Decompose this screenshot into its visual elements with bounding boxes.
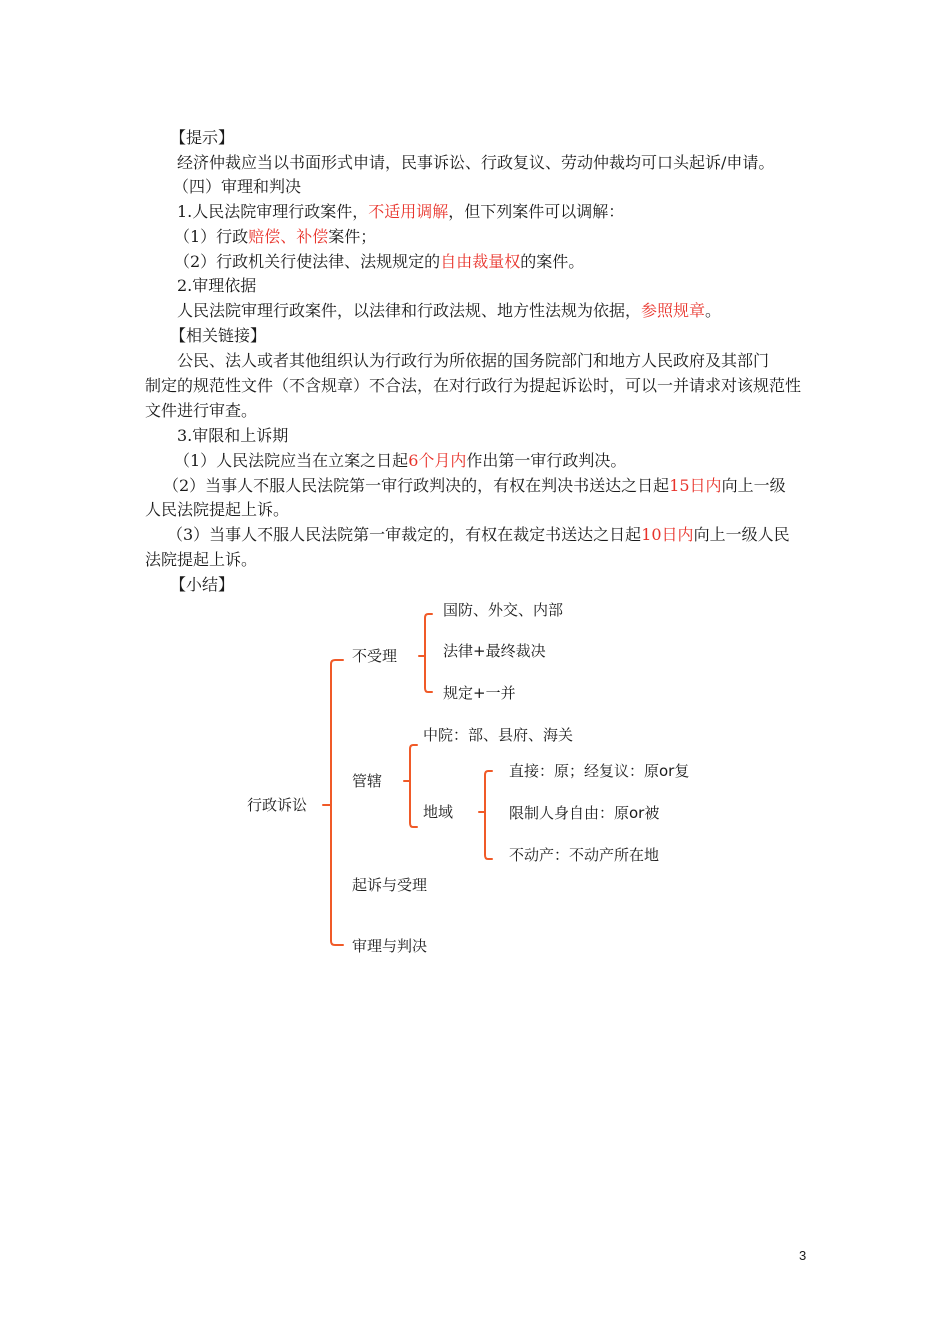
link-line-1: 公民、法人或者其他组织认为行政行为所依据的国务院部门和地方人民政府及其部门 bbox=[177, 351, 770, 370]
link-heading: 【相关链接】 bbox=[170, 326, 267, 345]
root-bracket bbox=[323, 660, 343, 945]
p3-item2-c: 向上一级 bbox=[721, 476, 786, 495]
p3-item1-a: （1）人民法院应当在立案之日起 bbox=[174, 451, 409, 470]
p1-highlight: 不适用调解 bbox=[368, 202, 449, 221]
p3-item1-c: 作出第一审行政判决。 bbox=[466, 451, 627, 470]
link-line-2: 制定的规范性文件（不含规章）不合法，在对行政行为提起诉讼时，可以一并请求对该规范性 bbox=[145, 376, 802, 395]
mindmap-jurisdiction: 管辖 bbox=[352, 772, 383, 790]
p2-heading: 2.审理依据 bbox=[177, 276, 257, 295]
region-bracket bbox=[479, 771, 492, 859]
p1-item2-highlight: 自由裁量权 bbox=[440, 252, 521, 271]
p3-item3-c: 向上一级人民 bbox=[693, 525, 790, 544]
summary-heading: 【小结】 bbox=[170, 575, 235, 594]
p1-a: 1.人民法院审理行政案件， bbox=[177, 202, 369, 221]
mindmap-region-item: 不动产：不动产所在地 bbox=[509, 846, 660, 864]
tip-text: 经济仲裁应当以书面形式申请，民事诉讼、行政复议、劳动仲裁均可口头起诉/申请。 bbox=[177, 153, 775, 172]
p3-item3-cont: 法院提起上诉。 bbox=[145, 550, 258, 569]
link-line-3: 文件进行审查。 bbox=[145, 401, 258, 420]
p1-item2-c: 的案件。 bbox=[520, 252, 585, 271]
section4-heading: （四）审理和判决 bbox=[173, 177, 302, 196]
mindmap-not-accept-item: 法律+最终裁决 bbox=[443, 642, 546, 660]
p1-item1-c: 案件； bbox=[328, 227, 377, 246]
mindmap-region: 地域 bbox=[423, 803, 454, 821]
p3-item2-highlight: 15日内 bbox=[669, 476, 722, 495]
p3-item2-cont: 人民法院提起上诉。 bbox=[145, 500, 290, 519]
mindmap-not-accept: 不受理 bbox=[352, 647, 398, 665]
p2-a: 人民法院审理行政案件，以法律和行政法规、地方性法规为依据， bbox=[177, 301, 642, 320]
p3-item3-highlight: 10日内 bbox=[641, 525, 694, 544]
mindmap-root: 行政诉讼 bbox=[247, 796, 308, 814]
page-number: 3 bbox=[799, 1248, 807, 1263]
mindmap-not-accept-item: 规定+一并 bbox=[443, 684, 516, 702]
mindmap-trial: 审理与判决 bbox=[352, 937, 428, 955]
jurisdiction-bracket bbox=[404, 745, 417, 827]
p3-item1-highlight: 6个月内 bbox=[408, 451, 467, 470]
p1-item2-a: （2）行政机关行使法律、法规规定的 bbox=[174, 252, 441, 271]
p3-item3-a: （3）当事人不服人民法院第一审裁定的，有权在裁定书送达之日起 bbox=[167, 525, 642, 544]
mindmap-region-item: 限制人身自由：原or被 bbox=[509, 804, 660, 822]
tip-heading: 【提示】 bbox=[170, 128, 235, 147]
p1-item1-a: （1）行政 bbox=[174, 227, 249, 246]
mindmap-region-item: 直接：原；经复议：原or复 bbox=[509, 762, 690, 780]
mindmap-sue-accept: 起诉与受理 bbox=[352, 876, 428, 894]
p2-highlight: 参照规章 bbox=[641, 301, 706, 320]
p1-item1-highlight: 赔偿、补偿 bbox=[248, 227, 329, 246]
mindmap-not-accept-item: 国防、外交、内部 bbox=[443, 601, 564, 619]
p2-c: 。 bbox=[705, 301, 722, 320]
p3-item2-a: （2）当事人不服人民法院第一审行政判决的，有权在判决书送达之日起 bbox=[163, 476, 670, 495]
p3-heading: 3.审限和上诉期 bbox=[177, 426, 289, 445]
mindmap-mid-court: 中院：部、县府、海关 bbox=[423, 726, 574, 744]
p1-c: ，但下列案件可以调解： bbox=[448, 202, 625, 221]
not-accept-bracket bbox=[419, 614, 432, 692]
